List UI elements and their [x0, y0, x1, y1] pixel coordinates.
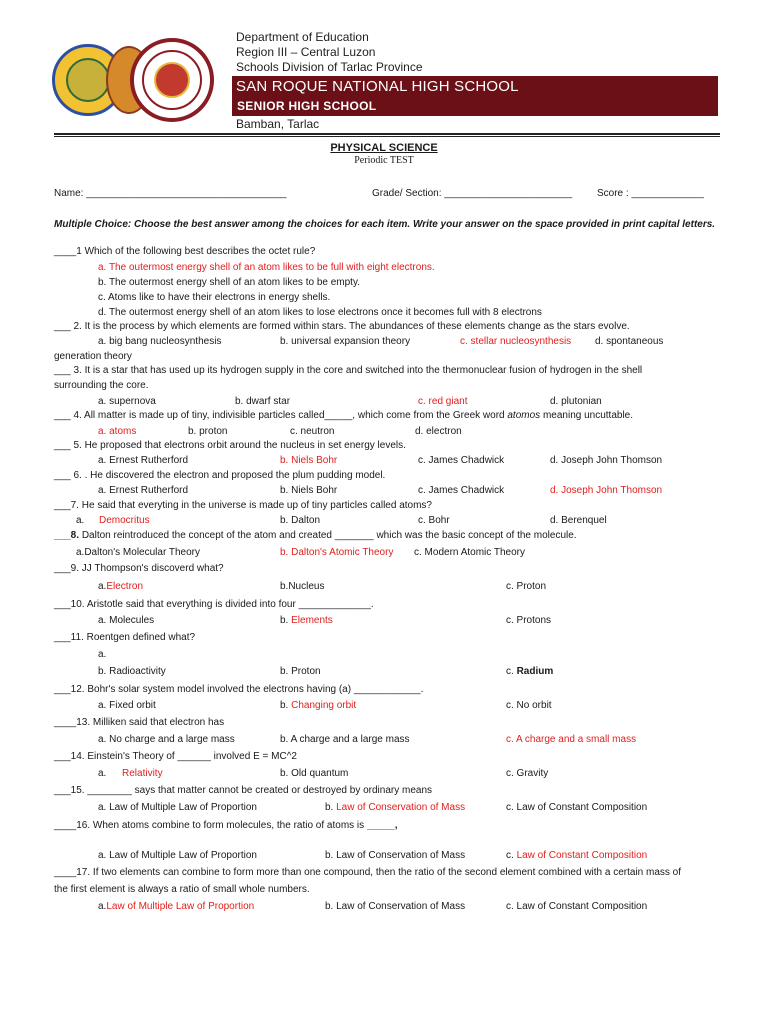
region-line: Region III – Central Luzon	[236, 45, 376, 59]
q1-option-b: b. The outermost energy shell of an atom likes to be empty.	[98, 277, 360, 288]
q14-option-a: Relativity	[122, 768, 163, 779]
q3-option-c: c. red giant	[418, 396, 468, 407]
q7-option-b: b. Dalton	[280, 515, 321, 526]
dept-line: Department of Education	[236, 30, 369, 44]
q2-option-a: a. big bang nucleosynthesis	[98, 336, 222, 347]
school-level: SENIOR HIGH SCHOOL	[237, 99, 377, 113]
school-location: Bamban, Tarlac	[236, 117, 320, 131]
q16-option-a: a. Law of Multiple Law of Proportion	[98, 850, 257, 861]
question-9: ___9. JJ Thompson's discoverd what?	[54, 563, 224, 574]
question-4: ___ 4. All matter is made up of tiny, indivisible particles called_____, which come from the Greek word atomos meaning uncuttable.	[54, 410, 634, 421]
school-name: SAN ROQUE NATIONAL HIGH SCHOOL	[236, 78, 519, 95]
question-15: ___15. ________ says that matter cannot be created or destroyed by ordinary means	[54, 785, 433, 796]
test-title: Periodic TEST	[354, 155, 414, 166]
question-17-cont: the first element is always a ratio of small whole numbers.	[54, 884, 310, 895]
q9-option-b: b.Nucleus	[280, 581, 325, 592]
grade-section-field[interactable]: Grade/ Section: _______________________	[372, 188, 573, 199]
q17-option-b: b. Law of Conservation of Mass	[325, 901, 466, 912]
header-divider	[54, 133, 720, 135]
q6-option-c: c. James Chadwick	[418, 485, 505, 496]
q17-option-c: c. Law of Constant Composition	[506, 901, 648, 912]
instructions: Multiple Choice: Choose the best answer among the choices for each item. Write your answer on the space provided in print capital letters.	[54, 219, 716, 230]
q11-option-c: c. Radium	[506, 666, 554, 677]
q6-option-a: a. Ernest Rutherford	[98, 485, 189, 496]
q6-option-b: b. Niels Bohr	[280, 485, 338, 496]
q11-option-b2: b. Proton	[280, 666, 321, 677]
q3-option-a: a. supernova	[98, 396, 156, 407]
question-17: ____17. If two elements can combine to form more than one compound, then the ratio of the second element combined with a certain mass of	[54, 867, 682, 878]
q7-option-a-letter: a.	[76, 515, 85, 526]
q10-option-c: c. Protons	[506, 615, 552, 626]
q8-option-b: b. Dalton's Atomic Theory	[280, 547, 394, 558]
header-divider-thin	[54, 136, 720, 137]
q9-option-a: a.Electron	[98, 581, 144, 592]
q10-option-b: b. Elements	[280, 615, 333, 626]
q2-option-d: d. spontaneous	[595, 336, 664, 347]
q13-option-a: a. No charge and a large mass	[98, 734, 235, 745]
question-5: ___ 5. He proposed that electrons orbit around the nucleus in set energy levels.	[54, 440, 406, 451]
question-1: ____1 Which of the following best describes the octet rule?	[54, 246, 316, 257]
q4-option-c: c. neutron	[290, 426, 335, 437]
q14-option-b: b. Old quantum	[280, 768, 349, 779]
question-3: ___ 3. It is a star that has used up its hydrogen supply in the core and switched into the thermonuclear fusion of hydrogen in the shell	[54, 365, 643, 376]
question-12: ___12. Bohr's solar system model involved the electrons having (a) ____________.	[54, 684, 424, 695]
q5-option-b: b. Niels Bohr	[280, 455, 338, 466]
question-6: ___ 6. . He discovered the electron and proposed the plum pudding model.	[54, 470, 386, 481]
q10-option-a: a. Molecules	[98, 615, 155, 626]
q2-option-d-cont: generation theory	[54, 351, 132, 362]
q13-option-c: c. A charge and a small mass	[506, 734, 637, 745]
q2-option-b: b. universal expansion theory	[280, 336, 411, 347]
q7-option-d: d. Berenquel	[550, 515, 607, 526]
q8-option-a: a.Dalton's Molecular Theory	[76, 547, 201, 558]
question-13: ____13. Milliken said that electron has	[54, 717, 225, 728]
q1-option-a: a. The outermost energy shell of an atom likes to be full with eight electrons.	[98, 262, 435, 273]
question-14: ___14. Einstein's Theory of ______ involved E = MC^2	[54, 751, 297, 762]
q16-option-c: c. Law of Constant Composition	[506, 850, 648, 861]
question-8: ___8. Dalton reintroduced the concept of the atom and created _______ which was the basic concept of the molecule.	[54, 530, 577, 541]
q12-option-a: a. Fixed orbit	[98, 700, 156, 711]
question-11: ___11. Roentgen defined what?	[54, 632, 196, 643]
question-7: ___7. He said that everyting in the universe is made up of tiny particles called atoms?	[54, 500, 432, 511]
question-16: ____16. When atoms combine to form molecules, the ratio of atoms is _____,	[54, 820, 398, 831]
q3-option-d: d. plutonian	[550, 396, 602, 407]
question-10: ___10. Aristotle said that everything is divided into four _____________.	[54, 599, 374, 610]
q15-option-a: a. Law of Multiple Law of Proportion	[98, 802, 257, 813]
q6-option-d: d. Joseph John Thomson	[550, 485, 663, 496]
school-seal-logo	[130, 38, 214, 122]
q4-option-d: d. electron	[415, 426, 462, 437]
q9-option-c: c. Proton	[506, 581, 547, 592]
question-3-cont: surrounding the core.	[54, 380, 149, 391]
q16-option-b: b. Law of Conservation of Mass	[325, 850, 466, 861]
q3-option-b: b. dwarf star	[235, 396, 291, 407]
q2-option-c: c. stellar nucleosynthesis	[460, 336, 572, 347]
q5-option-d: d. Joseph John Thomson	[550, 455, 663, 466]
q13-option-b: b. A charge and a large mass	[280, 734, 410, 745]
q4-option-a: a. atoms	[98, 426, 137, 437]
q12-option-b: b. Changing orbit	[280, 700, 357, 711]
q1-option-d: d. The outermost energy shell of an atom likes to lose electrons once it becomes full with 8 electrons	[98, 307, 542, 318]
q17-option-a: a.Law of Multiple Law of Proportion	[98, 901, 255, 912]
name-field[interactable]: Name: ____________________________________	[54, 188, 287, 199]
division-line: Schools Division of Tarlac Province	[236, 60, 423, 74]
q11-option-a: a.	[98, 649, 107, 660]
q15-option-b: b. Law of Conservation of Mass	[325, 802, 466, 813]
score-field[interactable]: Score : _____________	[597, 188, 704, 199]
q14-option-a-letter: a.	[98, 768, 107, 779]
q4-option-b: b. proton	[188, 426, 228, 437]
q5-option-c: c. James Chadwick	[418, 455, 505, 466]
q7-option-a: Democritus	[99, 515, 150, 526]
q7-option-c: c. Bohr	[418, 515, 450, 526]
q14-option-c: c. Gravity	[506, 768, 549, 779]
question-2: ___ 2. It is the process by which elements are formed within stars. The abundances of these elements change as the stars evolve.	[54, 321, 630, 332]
q5-option-a: a. Ernest Rutherford	[98, 455, 189, 466]
q1-option-c: c. Atoms like to have their electrons in energy shells.	[98, 292, 331, 303]
q11-option-b: b. Radioactivity	[98, 666, 166, 677]
q15-option-c: c. Law of Constant Composition	[506, 802, 648, 813]
q12-option-c: c. No orbit	[506, 700, 552, 711]
subject-title: PHYSICAL SCIENCE	[330, 142, 438, 154]
q8-option-c: c. Modern Atomic Theory	[414, 547, 525, 558]
